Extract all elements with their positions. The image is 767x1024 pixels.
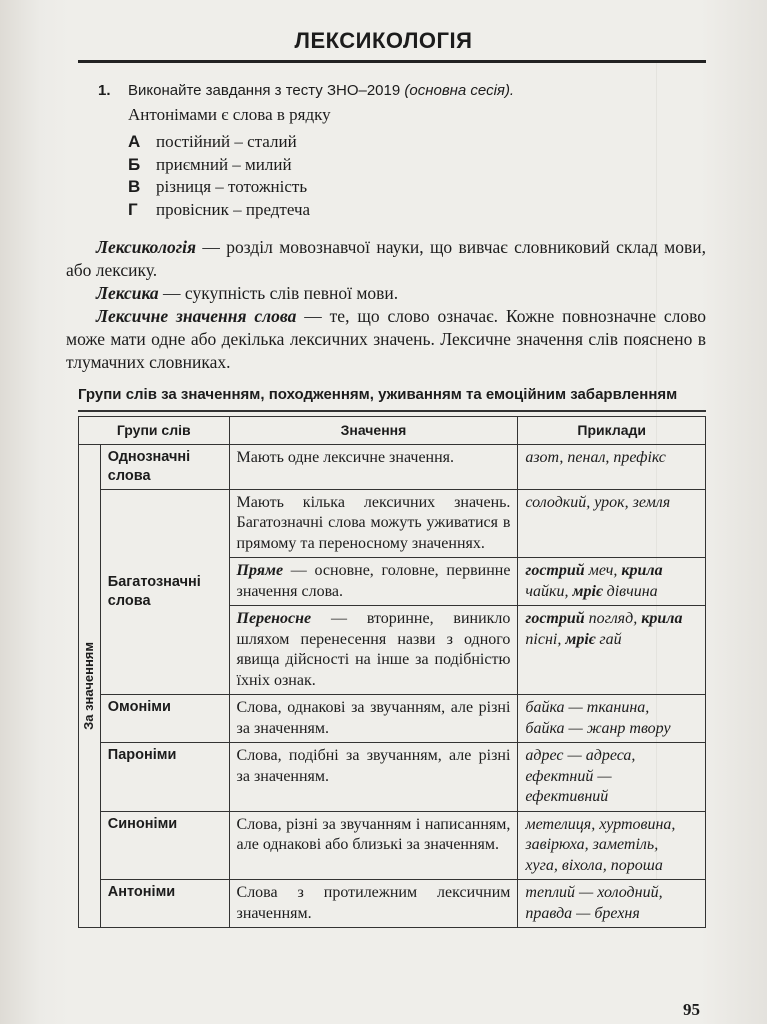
example-word: крила: [641, 610, 683, 627]
example-word: гострий: [525, 610, 585, 627]
page-number: 95: [683, 1000, 700, 1019]
definition-term: Лексикологія: [96, 237, 197, 257]
table-row: [79, 743, 706, 812]
definition-text: — сукупність слів певної мови.: [158, 283, 399, 303]
example-word: мріє: [565, 630, 596, 648]
answer-option-b: [128, 154, 310, 177]
task-instruction-text: Виконайте завдання з тесту ЗНО–2019: [128, 82, 401, 99]
table-row: [79, 444, 706, 489]
example-line: правда — брехня: [525, 904, 640, 922]
definitions: [66, 236, 706, 374]
meaning-synonyms: Слова, різні за звучанням і написанням, але однакові або близькі за значенням.: [229, 811, 518, 880]
page-title: ЛЕКСИКОЛОГІЯ: [294, 28, 473, 53]
meaning-single: Мають одне лексичне значення.: [229, 444, 518, 489]
table-caption: Групи слів за значенням, походженням, уживанням та емоційним забарвленням: [78, 386, 678, 403]
table-header-row: [79, 417, 706, 445]
answer-option-g: [128, 199, 310, 222]
side-label: За значенням: [81, 641, 97, 730]
table-row: [79, 489, 706, 558]
example-line: ефектний — ефективний: [525, 767, 612, 805]
table-row: [79, 811, 706, 880]
definition-term: Лексичне значення слова: [96, 306, 297, 326]
meaning-multi: Мають кілька лексичних значень. Багатозначні слова можуть уживатися в прямому та переносному значеннях.: [229, 489, 518, 558]
definition-text: — те, що слово означає. Кожне повнозначне слово може мати одне або декілька лексичних значень. Лексичне значення слів пояснено в тлумачних словниках.: [66, 306, 706, 372]
answer-option-v: [128, 176, 310, 199]
task-instruction: [128, 82, 514, 99]
answer-options: [128, 131, 310, 221]
title-rule: [78, 60, 706, 63]
table-row: [79, 695, 706, 743]
header-groups: Групи слів: [79, 417, 230, 445]
answer-option-a: [128, 131, 310, 154]
examples-paronyms: [518, 743, 706, 812]
example-line: метелиця, хуртовина,: [525, 815, 676, 833]
example-text: пісні,: [525, 630, 566, 648]
examples-figurative: [518, 606, 706, 695]
direct-term: Пряме: [236, 562, 284, 579]
definition-text: — розділ мовознавчої науки, що вивчає словниковий склад мови, або лексику.: [66, 237, 706, 280]
example-word: крила: [621, 562, 663, 579]
examples-homonyms: [518, 695, 706, 743]
task-number: 1.: [98, 82, 111, 99]
example-text: меч,: [584, 562, 622, 579]
option-text: приємний – милий: [156, 154, 292, 174]
option-letter: Г: [128, 199, 138, 219]
example-line: хуга, віхола, пороша: [525, 856, 663, 874]
header-examples: Приклади: [518, 417, 706, 445]
examples-synonyms: [518, 811, 706, 880]
group-synonyms: Синоніми: [100, 811, 229, 880]
example-text: чайки,: [525, 582, 573, 600]
example-text: погляд,: [584, 610, 642, 627]
examples-direct: [518, 558, 706, 606]
examples-antonyms: [518, 880, 706, 928]
option-letter: Б: [128, 154, 141, 174]
table-row: [79, 880, 706, 928]
examples-single: азот, пенал, префікс: [518, 444, 706, 489]
meaning-direct: [229, 558, 518, 606]
group-antonyms: Антоніми: [100, 880, 229, 928]
example-line: байка — жанр твору: [525, 719, 671, 737]
figurative-term: Переносне: [236, 610, 312, 627]
definition-lexical-meaning: [66, 305, 706, 374]
definition-term: Лексика: [96, 283, 159, 303]
direct-text: — основне, головне, первинне значення слова.: [236, 562, 511, 600]
word-groups-table: [78, 416, 706, 928]
example-word: мріє: [572, 582, 603, 600]
option-letter: А: [128, 132, 141, 151]
example-line: теплий — холодний,: [525, 884, 663, 901]
header-meaning: Значення: [229, 417, 518, 445]
example-line: завірюха, заметіль,: [525, 836, 659, 853]
example-text: дівчина: [602, 582, 658, 600]
example-text: гай: [595, 630, 622, 648]
figurative-text: — вторинне, виникло шляхом перенесення назви з одного явища дійсності на інше за подібністю їхніх ознак.: [236, 610, 511, 689]
meaning-antonyms: Слова з протилежним лексичним значенням.: [229, 880, 518, 928]
group-homonyms: Омоніми: [100, 695, 229, 743]
meaning-paronyms: Слова, подібні за звучанням, але різні за значенням.: [229, 743, 518, 812]
examples-multi: солодкий, урок, земля: [518, 489, 706, 558]
group-multi: Багатозначні слова: [100, 489, 229, 695]
definition-lexis: [66, 282, 706, 305]
task-question: Антонімами є слова в рядку: [128, 105, 331, 124]
example-line: байка — тканина,: [525, 699, 650, 716]
meaning-homonyms: Слова, однакові за звучанням, але різні за значенням.: [229, 695, 518, 743]
option-text: постійний – сталий: [156, 132, 297, 151]
group-single: Однозначні слова: [100, 444, 229, 489]
definition-lexicology: [66, 236, 706, 282]
option-letter: В: [128, 177, 141, 196]
task-session: (основна сесія).: [404, 82, 515, 99]
option-text: провісник – предтеча: [156, 199, 311, 219]
meaning-figurative: [229, 606, 518, 695]
option-text: різниця – тотожність: [156, 177, 308, 196]
side-label-cell: [79, 444, 101, 928]
example-line: адрес — адреса,: [525, 747, 636, 764]
caption-rule: [78, 410, 706, 412]
group-paronyms: Пароніми: [100, 743, 229, 812]
example-word: гострий: [525, 562, 585, 579]
